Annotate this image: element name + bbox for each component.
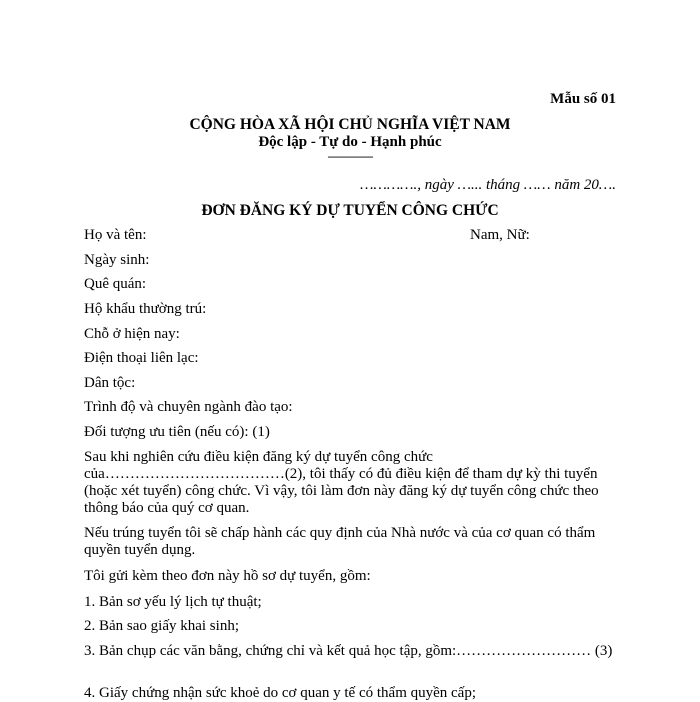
attachment-item: 2. Bản sao giấy khai sinh; — [84, 618, 239, 634]
form-number: Mẫu số 01 — [550, 91, 616, 107]
paragraph-commitment: Nếu trúng tuyển tôi sẽ chấp hành các quy định của Nhà nước và của cơ quan có thẩm quyền tuyển dụng. — [84, 525, 596, 558]
paragraph-eligibility: Sau khi nghiên cứu điều kiện đăng ký dự tuyển công chức của………………………………(2), tôi thấy có đủ điều kiện để tham dự kỳ thi tuyển (hoặc xét tuyển) công chức. Vì vậy, tôi làm đơn này đăng ký dự tuyển công chức theo thông báo của quý cơ quan. — [84, 449, 599, 516]
birth-date-label: Ngày sinh: — [84, 252, 150, 268]
hometown-label: Quê quán: — [84, 276, 147, 292]
education-label: Trình độ và chuyên ngành đào tạo: — [84, 399, 293, 415]
attachment-item: 1. Bản sơ yếu lý lịch tự thuật; — [84, 594, 262, 610]
motto-underline: --------------- — [327, 149, 373, 163]
paragraph-attachments-intro: Tôi gửi kèm theo đơn này hồ sơ dự tuyển, gồm: — [84, 568, 371, 584]
ethnicity-label: Dân tộc: — [84, 375, 136, 391]
full-name-label: Họ và tên: — [84, 227, 147, 243]
national-title: CỘNG HÒA XÃ HỘI CHỦ NGHĨA VIỆT NAM — [189, 116, 511, 133]
phone-label: Điện thoại liên lạc: — [84, 350, 199, 366]
document-title: ĐƠN ĐĂNG KÝ DỰ TUYỂN CÔNG CHỨC — [201, 202, 499, 219]
attachment-item: 4. Giấy chứng nhận sức khoẻ do cơ quan y tế có thẩm quyền cấp; — [84, 685, 476, 701]
attachment-item: 3. Bản chụp các văn bằng, chứng chỉ và kết quả học tập, gồm:……………………… (3) — [84, 643, 613, 659]
permanent-residence-label: Hộ khẩu thường trú: — [84, 301, 207, 317]
gender-label: Nam, Nữ: — [470, 227, 530, 243]
current-address-label: Chỗ ở hiện nay: — [84, 326, 180, 342]
priority-label: Đối tượng ưu tiên (nếu có): (1) — [84, 424, 270, 440]
date-line: …………., ngày …... tháng …… năm 20…. — [360, 177, 616, 193]
national-motto: Độc lập - Tự do - Hạnh phúc — [258, 134, 442, 150]
